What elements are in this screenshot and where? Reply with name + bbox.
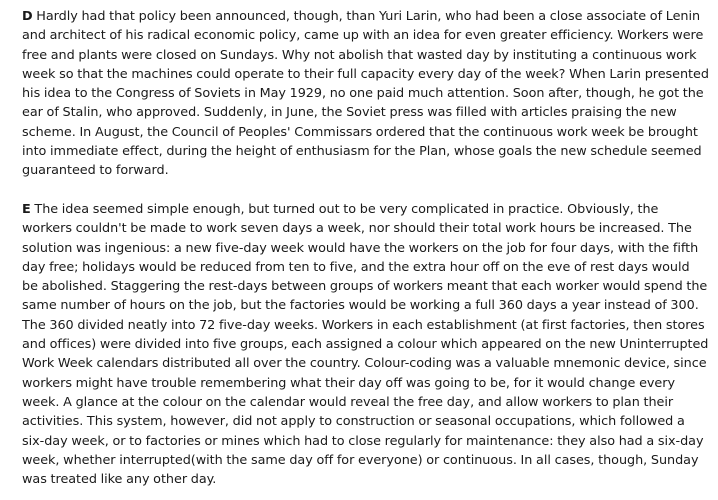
paragraph-text: The idea seemed simple enough, but turned out to be very complicated in practice. Obviously, the workers couldn't be made to work seven days a week, nor should their total work hours be increased. The solution was ingenious: a new five-day week would have the workers on the job for four days, with the fifth day free; holidays would be reduced from ten to five, and the extra hour off on the eve of rest days would be abolished. Staggering the rest-days between groups of workers meant that each worker would spend the same number of hours on the job, but the factories would be working a full 360 days a year instead of 300. The 360 divided neatly into 72 five-day weeks. Workers in each establishment (at first factories, then stores and offices) were divided into five groups, each assigned a colour which appeared on the new Uninterrupted Work Week calendars distributed all over the country. Colour-coding was a valuable mnemonic device, since workers might have trouble remembering what their day off was going to be, for it would change every week. A glance at the colour on the calendar would reveal the free day, and allow workers to plan their activities. This system, however, did not apply to construction or seasonal occupations, which followed a six-day week, or to factories or mines which had to close regularly for maintenance: they also had a six-day week, whether interrupted(with the same day off for everyone) or continuous. In all cases, though, Sunday was treated like any other day. — [22, 201, 709, 488]
paragraph-label: E — [22, 201, 31, 217]
paragraph-text: Hardly had that policy been announced, though, than Yuri Larin, who had been a close associate of Lenin and architect of his radical economic policy, came up with an idea for even greater efficiency. Workers were free and plants were closed on Sundays. Why not abolish that wasted day by instituting a continuous work week so that the machines could operate to their full capacity every day of the week? When Larin presented his idea to the Congress of Soviets in May 1929, no one paid much attention. Soon after, though, he got the ear of Stalin, who approved. Suddenly, in June, the Soviet press was filled with articles praising the new scheme. In August, the Council of Peoples' Commissars ordered that the continuous work week be brought into immediate effect, during the height of enthusiasm for the Plan, whose goals the new schedule seemed guaranteed to forward. — [22, 9, 709, 179]
paragraph-d — [22, 7, 709, 181]
paragraph-e — [22, 200, 709, 489]
paragraph-label: D — [22, 9, 33, 24]
